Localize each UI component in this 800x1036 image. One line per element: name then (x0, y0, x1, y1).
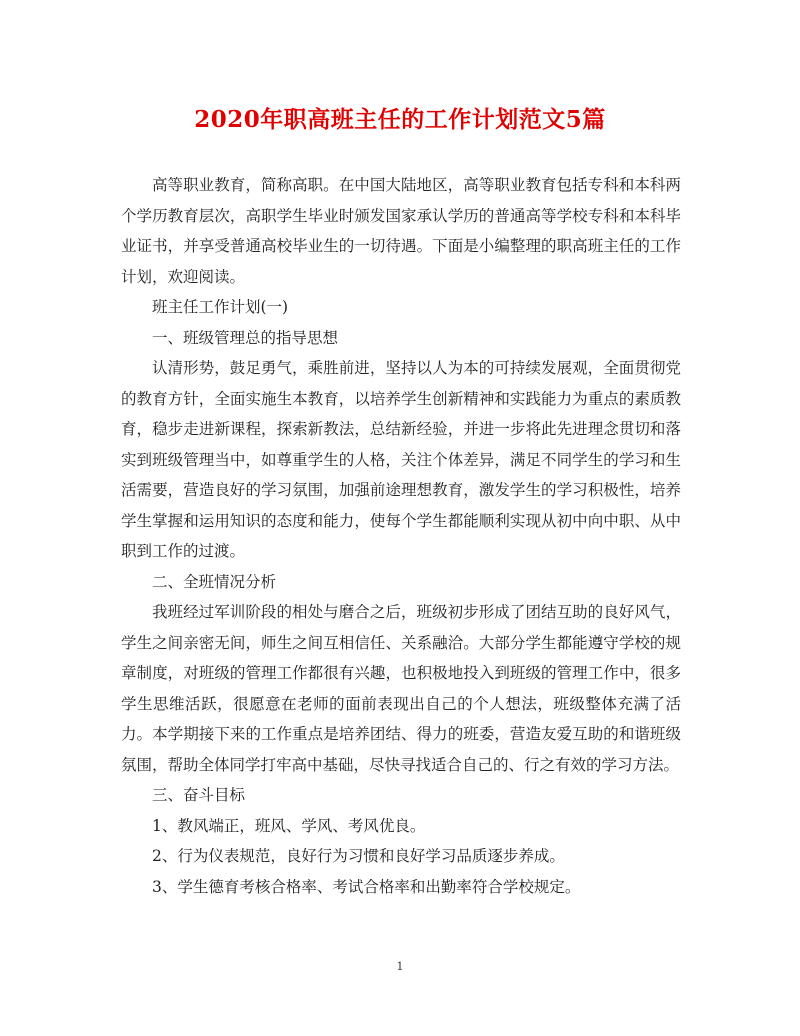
class-analysis-paragraph: 我班经过军训阶段的相处与磨合之后，班级初步形成了团结互助的良好风气，学生之间亲密无间，师生之间互相信任、关系融洽。大部分学生都能遵守学校的规章制度，对班级的管理工作都很有兴趣，也积极地投入到班级的管理工作中，很多学生思维活跃，很愿意在老师的面前表现出自己的个人想法，班级整体充满了活力。本学期接下来的工作重点是培养团结、得力的班委，营造友爱互助的和谐班级氛围，帮助全体同学打牢高中基础，尽快寻找适合自己的、行之有效的学习方法。 (121, 603, 681, 774)
guiding-thought-paragraph: 认清形势，鼓足勇气，乘胜前进，坚持以人为本的可持续发展观，全面贯彻党的教育方针，全面实施生本教育，以培养学生创新精神和实践能力为重点的素质教育，稳步走进新课程，探索新教法，总结新经验，并进一步将此先进理念贯切和落实到班级管理当中，如尊重学生的人格，关注个体差异，满足不同学生的学习和生活需要，营造良好的学习氛围，加强前途理想教育，激发学生的学习积极性，培养学生掌握和运用知识的态度和能力，使每个学生都能顺利实现从初中向中职、从中职到工作的过渡。 (121, 359, 681, 560)
goal-item-2: 2、行为仪表规范，良好行为习惯和良好学习品质逐步养成。 (152, 847, 565, 865)
section-heading-class-analysis: 二、全班情况分析 (152, 572, 277, 591)
section-heading-guiding-thought: 一、班级管理总的指导思想 (152, 328, 339, 347)
document-title: 2020年职高班主任的工作计划范文5篇 (194, 106, 606, 133)
page-number: 1 (396, 960, 404, 973)
intro-paragraph: 高等职业教育，简称高职。在中国大陆地区，高等职业教育包括专科和本科两个学历教育层次，高职学生毕业时颁发国家承认学历的普通高等学校专科和本科毕业证书，并享受普通高校毕业生的一切待遇。下面是小编整理的职高班主任的工作计划，欢迎阅读。 (121, 176, 681, 286)
goal-item-3: 3、学生德育考核合格率、考试合格率和出勤率符合学校规定。 (152, 877, 581, 896)
section-heading-goals: 三、奋斗目标 (152, 786, 246, 804)
section-heading-plan-one: 班主任工作计划(一) (152, 298, 289, 316)
document-body (121, 170, 681, 902)
goal-item-1: 1、教风端正，班风、学风、考风优良。 (152, 816, 426, 835)
